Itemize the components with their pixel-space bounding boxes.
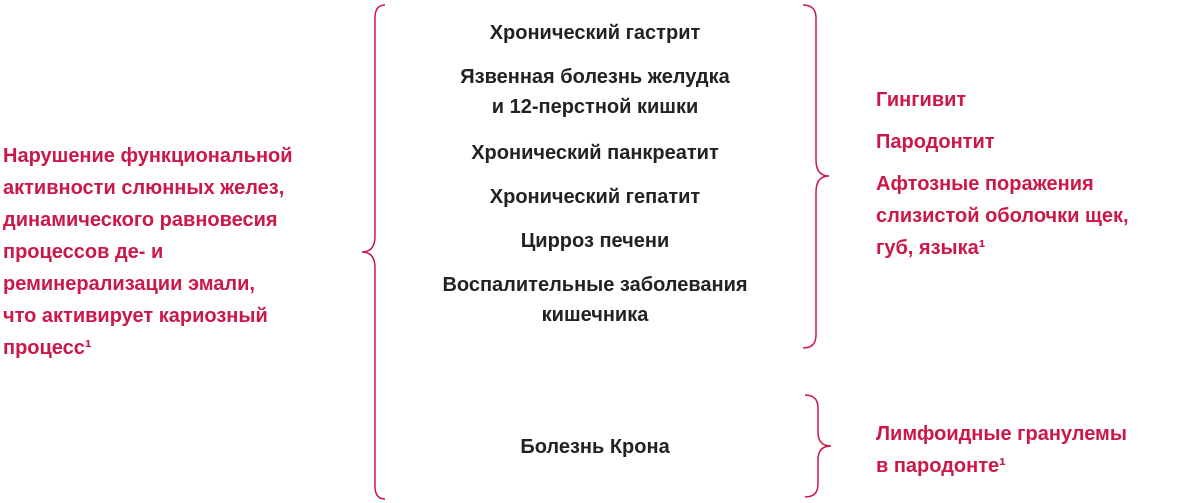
text-line: Цирроз печени: [520, 230, 670, 252]
text-line: губ, языка¹: [876, 237, 986, 259]
text-line: Лимфоидные гранулемы: [876, 423, 1127, 445]
text-line: слизистой оболочки щек,: [876, 205, 1129, 227]
right-brace-upper: [803, 5, 829, 348]
disease-item-chronic-gastritis: [390, 18, 800, 48]
text-line: Афтозные поражения: [876, 173, 1094, 195]
text-line: Воспалительные заболевания: [442, 274, 748, 296]
text-line: процессов де- и: [3, 241, 164, 263]
oral-effect-periodontitis: [876, 126, 1186, 158]
text-line: Хронический панкреатит: [471, 142, 719, 164]
text-line: Хронический гастрит: [489, 22, 701, 44]
text-line: и 12-перстной кишки: [491, 96, 699, 118]
text-line: Гингивит: [876, 89, 967, 111]
text-line: Болезнь Крона: [520, 436, 670, 458]
right-brace-lower: [805, 395, 831, 497]
text-line: в пародонте¹: [876, 455, 1006, 477]
oral-effect-gingivitis: [876, 84, 1186, 116]
oral-effect-aphthous-lesions: [876, 168, 1186, 264]
oral-effect-caries-text: [3, 140, 348, 364]
text-line: что активирует кариозный: [3, 305, 268, 327]
disease-item-inflammatory-bowel: [390, 270, 800, 330]
left-brace: [362, 5, 385, 499]
text-line: Нарушение функциональной: [3, 145, 293, 167]
text-line: процесс¹: [3, 337, 92, 359]
disease-item-chronic-hepatitis: [390, 182, 800, 212]
disease-item-peptic-ulcer: [390, 62, 800, 122]
oral-effect-lymphoid-granulomas: [876, 418, 1186, 482]
text-line: Пародонтит: [876, 131, 995, 153]
text-line: реминерализации эмали,: [3, 273, 255, 295]
text-line: Хронический гепатит: [489, 186, 701, 208]
oral-effects-upper: [876, 84, 1186, 274]
disease-item-crohn: [390, 432, 800, 462]
text-line: кишечника: [541, 304, 649, 326]
disease-item-liver-cirrhosis: [390, 226, 800, 256]
text-line: активности слюнных желез,: [3, 177, 285, 199]
text-line: Язвенная болезнь желудка: [460, 66, 730, 88]
disease-item-chronic-pancreatitis: [390, 138, 800, 168]
text-line: динамического равновесия: [3, 209, 278, 231]
